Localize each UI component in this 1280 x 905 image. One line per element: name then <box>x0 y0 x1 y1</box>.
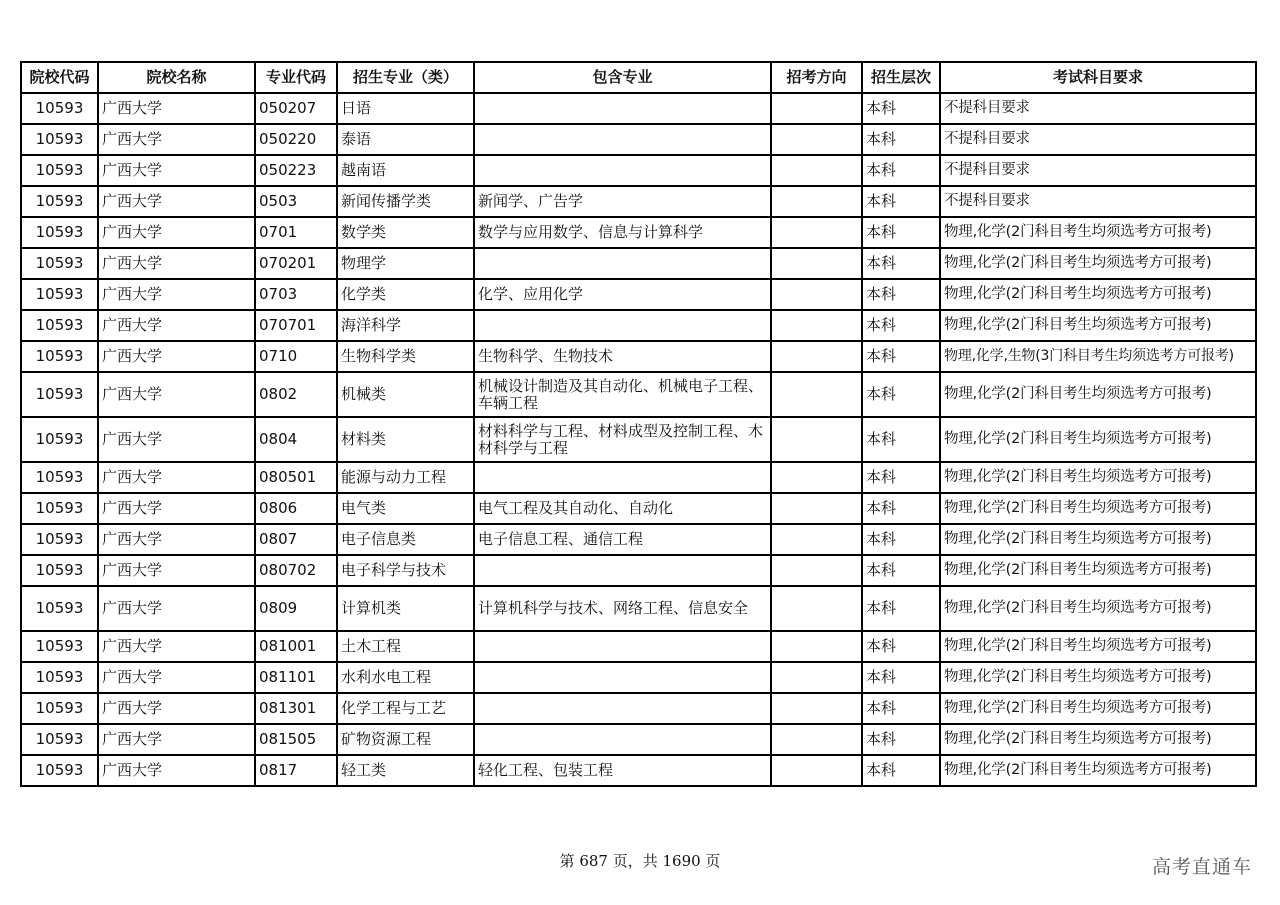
cell-requirement: 物理,化学(2门科目考生均须选考方可报考) <box>940 372 1256 417</box>
table-row <box>21 155 1256 186</box>
cell-school-code: 10593 <box>21 662 98 693</box>
cell-includes <box>474 724 771 755</box>
cell-major-code: 0804 <box>255 417 337 462</box>
cell-school-code: 10593 <box>21 755 98 786</box>
cell-school-name: 广西大学 <box>98 186 255 217</box>
cell-includes <box>474 248 771 279</box>
cell-school-name: 广西大学 <box>98 586 255 631</box>
cell-level: 本科 <box>862 586 940 631</box>
cell-school-code: 10593 <box>21 279 98 310</box>
cell-includes: 材料科学与工程、材料成型及控制工程、木材科学与工程 <box>474 417 771 462</box>
table-row <box>21 631 1256 662</box>
cell-requirement: 不提科目要求 <box>940 93 1256 124</box>
cell-requirement: 物理,化学(2门科目考生均须选考方可报考) <box>940 586 1256 631</box>
cell-includes <box>474 555 771 586</box>
cell-major-code: 081505 <box>255 724 337 755</box>
cell-level: 本科 <box>862 631 940 662</box>
table-row <box>21 279 1256 310</box>
cell-major-code: 0802 <box>255 372 337 417</box>
table-row <box>21 555 1256 586</box>
cell-requirement: 物理,化学(2门科目考生均须选考方可报考) <box>940 279 1256 310</box>
cell-includes: 电子信息工程、通信工程 <box>474 524 771 555</box>
cell-includes <box>474 310 771 341</box>
cell-requirement: 不提科目要求 <box>940 186 1256 217</box>
cell-school-code: 10593 <box>21 417 98 462</box>
table-row <box>21 693 1256 724</box>
cell-major: 生物科学类 <box>337 341 474 372</box>
cell-school-name: 广西大学 <box>98 493 255 524</box>
cell-major: 新闻传播学类 <box>337 186 474 217</box>
cell-level: 本科 <box>862 417 940 462</box>
cell-school-code: 10593 <box>21 693 98 724</box>
cell-major-code: 080501 <box>255 462 337 493</box>
cell-major-code: 081001 <box>255 631 337 662</box>
table-row <box>21 372 1256 417</box>
cell-major: 矿物资源工程 <box>337 724 474 755</box>
cell-requirement: 物理,化学(2门科目考生均须选考方可报考) <box>940 631 1256 662</box>
cell-requirement: 物理,化学(2门科目考生均须选考方可报考) <box>940 217 1256 248</box>
cell-requirement: 物理,化学(2门科目考生均须选考方可报考) <box>940 417 1256 462</box>
cell-level: 本科 <box>862 372 940 417</box>
cell-school-code: 10593 <box>21 124 98 155</box>
cell-school-name: 广西大学 <box>98 155 255 186</box>
cell-level: 本科 <box>862 310 940 341</box>
cell-includes <box>474 155 771 186</box>
cell-direction <box>771 93 862 124</box>
cell-major: 物理学 <box>337 248 474 279</box>
cell-level: 本科 <box>862 462 940 493</box>
cell-level: 本科 <box>862 93 940 124</box>
cell-school-name: 广西大学 <box>98 372 255 417</box>
cell-requirement: 不提科目要求 <box>940 155 1256 186</box>
cell-direction <box>771 493 862 524</box>
cell-school-name: 广西大学 <box>98 248 255 279</box>
cell-major-code: 070701 <box>255 310 337 341</box>
cell-school-code: 10593 <box>21 186 98 217</box>
cell-major-code: 0710 <box>255 341 337 372</box>
cell-direction <box>771 462 862 493</box>
cell-major-code: 050207 <box>255 93 337 124</box>
cell-school-name: 广西大学 <box>98 662 255 693</box>
cell-includes <box>474 124 771 155</box>
cell-major-code: 0703 <box>255 279 337 310</box>
cell-direction <box>771 186 862 217</box>
cell-major: 能源与动力工程 <box>337 462 474 493</box>
cell-school-name: 广西大学 <box>98 524 255 555</box>
header-level: 招生层次 <box>862 62 940 93</box>
cell-level: 本科 <box>862 555 940 586</box>
cell-level: 本科 <box>862 662 940 693</box>
cell-direction <box>771 310 862 341</box>
cell-level: 本科 <box>862 693 940 724</box>
cell-major: 化学类 <box>337 279 474 310</box>
cell-includes: 计算机科学与技术、网络工程、信息安全 <box>474 586 771 631</box>
cell-school-code: 10593 <box>21 555 98 586</box>
cell-level: 本科 <box>862 724 940 755</box>
cell-level: 本科 <box>862 248 940 279</box>
cell-school-code: 10593 <box>21 631 98 662</box>
cell-major-code: 0807 <box>255 524 337 555</box>
cell-direction <box>771 279 862 310</box>
cell-requirement: 物理,化学(2门科目考生均须选考方可报考) <box>940 755 1256 786</box>
cell-level: 本科 <box>862 279 940 310</box>
cell-major: 电气类 <box>337 493 474 524</box>
cell-includes: 化学、应用化学 <box>474 279 771 310</box>
cell-major: 日语 <box>337 93 474 124</box>
cell-includes: 数学与应用数学、信息与计算科学 <box>474 217 771 248</box>
cell-major: 材料类 <box>337 417 474 462</box>
cell-major-code: 050223 <box>255 155 337 186</box>
cell-direction <box>771 662 862 693</box>
cell-major-code: 0817 <box>255 755 337 786</box>
cell-school-name: 广西大学 <box>98 417 255 462</box>
cell-level: 本科 <box>862 217 940 248</box>
cell-includes <box>474 631 771 662</box>
cell-school-name: 广西大学 <box>98 555 255 586</box>
cell-requirement: 不提科目要求 <box>940 124 1256 155</box>
cell-major-code: 050220 <box>255 124 337 155</box>
admissions-table <box>20 61 1257 787</box>
cell-school-code: 10593 <box>21 93 98 124</box>
cell-direction <box>771 724 862 755</box>
cell-major: 电子科学与技术 <box>337 555 474 586</box>
cell-school-code: 10593 <box>21 586 98 631</box>
cell-includes <box>474 662 771 693</box>
cell-school-name: 广西大学 <box>98 724 255 755</box>
cell-requirement: 物理,化学(2门科目考生均须选考方可报考) <box>940 724 1256 755</box>
cell-school-name: 广西大学 <box>98 693 255 724</box>
header-major-code: 专业代码 <box>255 62 337 93</box>
cell-school-code: 10593 <box>21 724 98 755</box>
table-row <box>21 93 1256 124</box>
cell-requirement: 物理,化学(2门科目考生均须选考方可报考) <box>940 555 1256 586</box>
watermark: 高考直通车 <box>1151 856 1252 878</box>
table-row <box>21 341 1256 372</box>
cell-major: 化学工程与工艺 <box>337 693 474 724</box>
cell-major: 电子信息类 <box>337 524 474 555</box>
cell-includes <box>474 462 771 493</box>
cell-school-name: 广西大学 <box>98 93 255 124</box>
cell-major: 越南语 <box>337 155 474 186</box>
cell-level: 本科 <box>862 124 940 155</box>
cell-requirement: 物理,化学(2门科目考生均须选考方可报考) <box>940 693 1256 724</box>
table-row <box>21 462 1256 493</box>
header-direction: 招考方向 <box>771 62 862 93</box>
cell-major-code: 0503 <box>255 186 337 217</box>
cell-requirement: 物理,化学(2门科目考生均须选考方可报考) <box>940 662 1256 693</box>
cell-level: 本科 <box>862 341 940 372</box>
cell-major: 计算机类 <box>337 586 474 631</box>
cell-includes: 生物科学、生物技术 <box>474 341 771 372</box>
cell-school-code: 10593 <box>21 493 98 524</box>
cell-school-name: 广西大学 <box>98 755 255 786</box>
cell-major: 泰语 <box>337 124 474 155</box>
cell-includes <box>474 693 771 724</box>
cell-level: 本科 <box>862 186 940 217</box>
cell-school-code: 10593 <box>21 310 98 341</box>
cell-major: 海洋科学 <box>337 310 474 341</box>
table-row <box>21 217 1256 248</box>
table-row <box>21 524 1256 555</box>
cell-direction <box>771 155 862 186</box>
cell-major-code: 070201 <box>255 248 337 279</box>
table-row <box>21 417 1256 462</box>
header-requirement: 考试科目要求 <box>940 62 1256 93</box>
table-row <box>21 662 1256 693</box>
cell-level: 本科 <box>862 155 940 186</box>
cell-school-code: 10593 <box>21 155 98 186</box>
cell-school-code: 10593 <box>21 341 98 372</box>
cell-requirement: 物理,化学(2门科目考生均须选考方可报考) <box>940 524 1256 555</box>
cell-includes: 轻化工程、包装工程 <box>474 755 771 786</box>
cell-direction <box>771 693 862 724</box>
cell-requirement: 物理,化学(2门科目考生均须选考方可报考) <box>940 310 1256 341</box>
cell-includes <box>474 93 771 124</box>
cell-direction <box>771 524 862 555</box>
cell-direction <box>771 217 862 248</box>
cell-requirement: 物理,化学(2门科目考生均须选考方可报考) <box>940 462 1256 493</box>
cell-direction <box>771 248 862 279</box>
table-row <box>21 586 1256 631</box>
cell-school-code: 10593 <box>21 217 98 248</box>
cell-direction <box>771 341 862 372</box>
table-header-row <box>21 62 1256 93</box>
table-body <box>21 93 1256 786</box>
cell-school-name: 广西大学 <box>98 462 255 493</box>
cell-school-code: 10593 <box>21 372 98 417</box>
page-footer: 第 687 页，共 1690 页 <box>559 852 721 870</box>
cell-direction <box>771 755 862 786</box>
table-row <box>21 724 1256 755</box>
cell-direction <box>771 124 862 155</box>
cell-direction <box>771 586 862 631</box>
cell-school-name: 广西大学 <box>98 341 255 372</box>
cell-level: 本科 <box>862 755 940 786</box>
cell-major-code: 0806 <box>255 493 337 524</box>
table-row <box>21 124 1256 155</box>
cell-includes: 机械设计制造及其自动化、机械电子工程、车辆工程 <box>474 372 771 417</box>
table-row <box>21 248 1256 279</box>
cell-major: 土木工程 <box>337 631 474 662</box>
cell-direction <box>771 631 862 662</box>
cell-direction <box>771 372 862 417</box>
cell-requirement: 物理,化学(2门科目考生均须选考方可报考) <box>940 493 1256 524</box>
cell-requirement: 物理,化学,生物(3门科目考生均须选考方可报考) <box>940 341 1256 372</box>
cell-school-name: 广西大学 <box>98 631 255 662</box>
cell-major: 轻工类 <box>337 755 474 786</box>
cell-major-code: 081101 <box>255 662 337 693</box>
cell-major: 数学类 <box>337 217 474 248</box>
cell-includes: 电气工程及其自动化、自动化 <box>474 493 771 524</box>
cell-direction <box>771 555 862 586</box>
header-school-code: 院校代码 <box>21 62 98 93</box>
cell-level: 本科 <box>862 524 940 555</box>
cell-school-name: 广西大学 <box>98 310 255 341</box>
cell-level: 本科 <box>862 493 940 524</box>
cell-school-code: 10593 <box>21 248 98 279</box>
cell-school-name: 广西大学 <box>98 279 255 310</box>
header-includes: 包含专业 <box>474 62 771 93</box>
table-row <box>21 493 1256 524</box>
cell-major-code: 0701 <box>255 217 337 248</box>
table-row <box>21 755 1256 786</box>
cell-school-name: 广西大学 <box>98 124 255 155</box>
cell-direction <box>771 417 862 462</box>
cell-requirement: 物理,化学(2门科目考生均须选考方可报考) <box>940 248 1256 279</box>
cell-major-code: 080702 <box>255 555 337 586</box>
table-row <box>21 310 1256 341</box>
cell-school-name: 广西大学 <box>98 217 255 248</box>
cell-major-code: 081301 <box>255 693 337 724</box>
header-school-name: 院校名称 <box>98 62 255 93</box>
cell-major: 机械类 <box>337 372 474 417</box>
cell-includes: 新闻学、广告学 <box>474 186 771 217</box>
cell-school-code: 10593 <box>21 524 98 555</box>
cell-school-code: 10593 <box>21 462 98 493</box>
cell-major-code: 0809 <box>255 586 337 631</box>
table-row <box>21 186 1256 217</box>
header-major: 招生专业（类） <box>337 62 474 93</box>
cell-major: 水利水电工程 <box>337 662 474 693</box>
